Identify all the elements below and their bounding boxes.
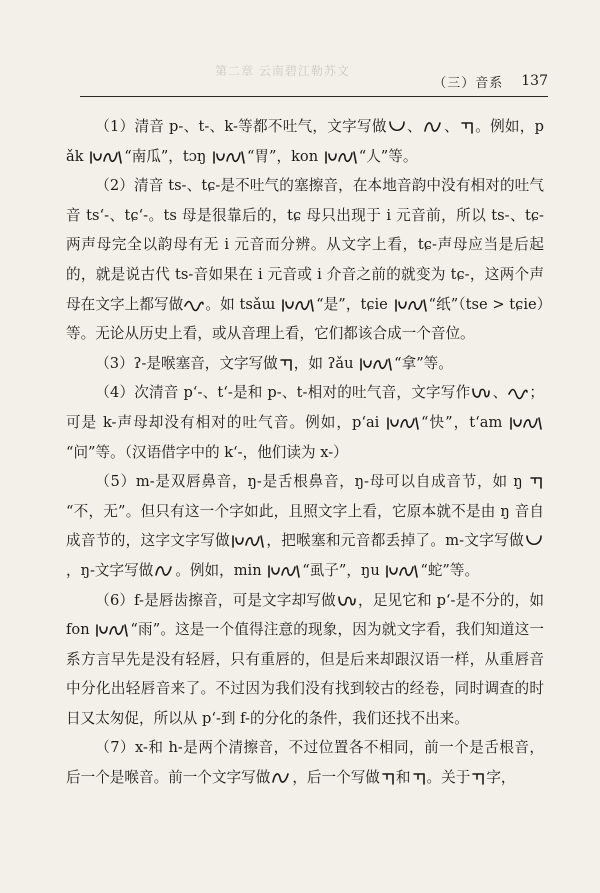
script-glyph-wave (184, 297, 204, 313)
text-run: ，后一个写做 (292, 769, 380, 787)
header-rule (80, 96, 548, 97)
text-run: 、 (492, 384, 508, 402)
text-run: ，足见它和 p‘-是不分的，如 fon (66, 591, 544, 639)
script-glyph-hook (279, 356, 293, 372)
script-glyph-u (388, 119, 406, 135)
paragraph-p1 (66, 112, 544, 171)
script-glyph-word (359, 356, 393, 372)
script-glyph-u (525, 533, 543, 549)
script-glyph-word (385, 563, 419, 579)
script-glyph-wave (508, 385, 528, 401)
text-run: “雨”。这是一个值得注意的现象，因为就文字看，我们知道这一系方言早先是没有轻唇，只有重唇的，但是后来却跟汉语一样，从重唇音中分化出轻唇音来了。不过因为我们没有找到较古的经卷，同时调查的时日又太匆促，所以从 p‘-到 f-的分化的条件，我们还找不出来。 (66, 621, 544, 727)
page-number: 137 (521, 73, 548, 89)
text-run: ，如 ʔǎu (293, 354, 359, 372)
paragraph-p7 (66, 733, 544, 792)
text-run: ，ŋ-文字写做 (66, 561, 154, 579)
script-glyph-curl (423, 119, 443, 135)
text-run: 和 (395, 769, 411, 787)
text-run: “胃”，kon (246, 147, 323, 165)
text-run: 、 (443, 118, 459, 135)
body-text (66, 112, 544, 793)
text-run: 、 (406, 118, 422, 135)
script-glyph-word (281, 297, 315, 313)
paragraph-p2 (66, 171, 544, 349)
text-run: ；可是 k-声母却没有相对的吐气音。例如，p‘ai (66, 384, 544, 431)
text-run: “不，无”。但只有这一个字如此，且照文字上看，它原本就不是由 ŋ 音自成音节的，这字文字写做 (66, 502, 544, 550)
script-glyph-hook (381, 770, 395, 786)
text-run: “拿”等。 (394, 354, 453, 372)
running-header (80, 70, 548, 92)
text-run: “蛇”等。 (420, 561, 480, 579)
text-run: “人”等。 (358, 147, 418, 165)
text-run: 字， (486, 769, 516, 787)
script-glyph-word (509, 415, 543, 431)
script-glyph-word (324, 149, 358, 165)
text-run: （2）清音 ts-、tɕ-是不吐气的塞擦音，在本地音韵中没有相对的吐气音 ts‘-、tɕ‘-。ts 母是很靠后的，tɕ 母只出现于 i 元音前，所以 ts-、tɕ-两声母完全以韵母有无 i 元音而分辨。从文字上看，tɕ-声母应当是后起的，就是说古代 ts-音如果在 i 元音或 i 介音之前的就变为 tɕ-，这两个声母在文字上都写做 (66, 177, 544, 313)
paragraph-p3 (66, 349, 544, 379)
text-run: （4）次清音 p‘-、t‘-是和 p-、t-相对的吐气音，文字写作 (95, 384, 471, 402)
text-run: “南瓜”，tɔŋ (124, 147, 211, 165)
text-run: 。例如，pǎk (66, 118, 544, 165)
text-run: 。关于 (426, 769, 471, 787)
script-glyph-curl (154, 563, 174, 579)
script-glyph-curl (271, 770, 291, 786)
script-glyph-word (386, 415, 420, 431)
script-glyph-word (212, 149, 246, 165)
script-glyph-hook (460, 119, 474, 135)
script-glyph-hook (471, 770, 485, 786)
text-run: （1）清音 p-、t-、k-等都不吐气，文字写做 (95, 118, 387, 135)
paragraph-p6 (66, 586, 544, 734)
script-glyph-word (95, 622, 129, 638)
text-run: （5）m-是双唇鼻音，ŋ-是舌根鼻音，ŋ-母可以自成音节，如 ŋ (95, 473, 528, 491)
script-glyph-loop (337, 593, 357, 609)
text-run: （7）x-和 h-是两个清擦音，不过位置各不相同，前一个是舌根音，后一个是喉音。前一个文字写做 (66, 739, 544, 787)
text-run: “虱子”，ŋu (302, 561, 385, 579)
text-run: （3）ʔ-是喉塞音，文字写做 (95, 354, 278, 372)
script-glyph-word (231, 533, 265, 549)
text-run: ，把喉塞和元音都丢掉了。m-文字写做 (266, 532, 524, 550)
text-run: “纸”（tse > tɕie）等。无论从历史上看，或从音理上看，它们都该合成一个音位。 (66, 295, 545, 343)
script-glyph-word (267, 563, 301, 579)
script-glyph-word (394, 297, 428, 313)
text-run: 。如 tsǎɯ (205, 295, 281, 313)
paragraph-p5 (66, 467, 544, 585)
script-glyph-loop (471, 385, 491, 401)
text-run: （6）f-是唇齿擦音，可是文字却写做 (95, 591, 336, 609)
bleed-through-text: 第二章 云南碧江勒苏文 (215, 64, 350, 78)
text-run: “是”，tɕie (316, 295, 393, 313)
script-glyph-hook (412, 770, 426, 786)
text-run: 。例如，min (175, 561, 267, 579)
script-glyph-word (89, 149, 123, 165)
paragraph-p4 (66, 378, 544, 467)
script-glyph-hook (529, 474, 543, 490)
section-title: （三）音系 (433, 75, 504, 91)
text-run: “快”，t‘am (421, 413, 508, 431)
text-run: “问”等。（汉语借字中的 k‘-，他们读为 x-） (66, 443, 348, 461)
